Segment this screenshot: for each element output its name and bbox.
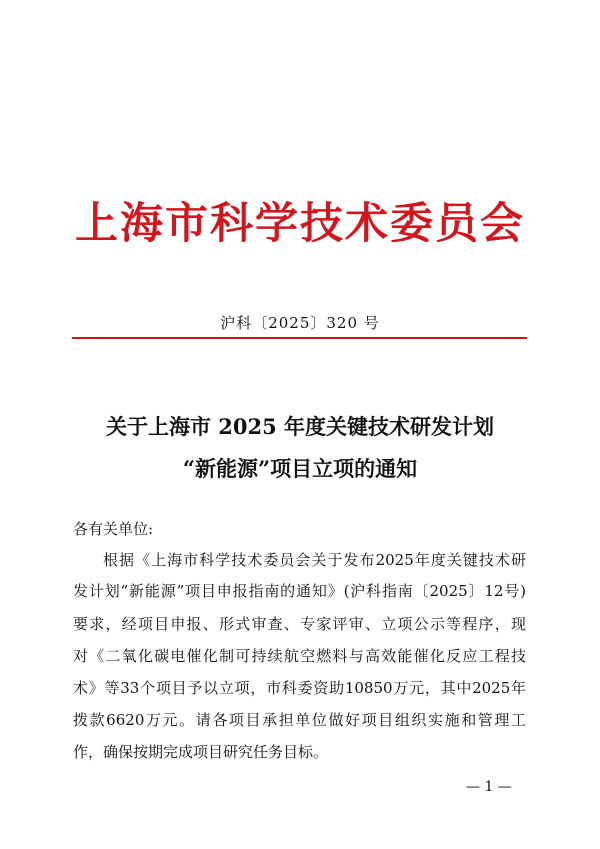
body-line-7: 作，确保按期完成项目研究任务目标。	[73, 743, 329, 761]
body-line-2: 发计划“新能源”项目申报指南的通知》(沪科指南〔2025〕12号)	[73, 582, 526, 600]
body-line-3: 要求，经项目申报、形式审查、专家评审、立项公示等程序，现	[73, 615, 526, 633]
notice-title-line-1: 关于上海市 2025 年度关键技术研发计划	[105, 414, 495, 439]
body-line-1: 根据《上海市科学技术委员会关于发布2025年度关键技术研	[103, 551, 526, 569]
red-divider-line	[72, 337, 527, 339]
notice-title-line-2: “新能源”项目立项的通知	[182, 456, 418, 481]
salutation: 各有关单位:	[73, 520, 154, 538]
document-number: 沪科〔2025〕320 号	[220, 314, 380, 332]
body-line-4: 对《二氧化碳电催化制可持续航空燃料与高效能催化反应工程技	[73, 647, 526, 665]
page-number: — 1 —	[466, 779, 512, 795]
body-line-5: 术》等33个项目予以立项，市科委资助10850万元，其中2025年	[73, 679, 526, 697]
body-line-6: 拨款6620万元。请各项目承担单位做好项目组织实施和管理工	[73, 711, 526, 729]
issuer-header: 上海市科学技术委员会	[75, 199, 525, 249]
